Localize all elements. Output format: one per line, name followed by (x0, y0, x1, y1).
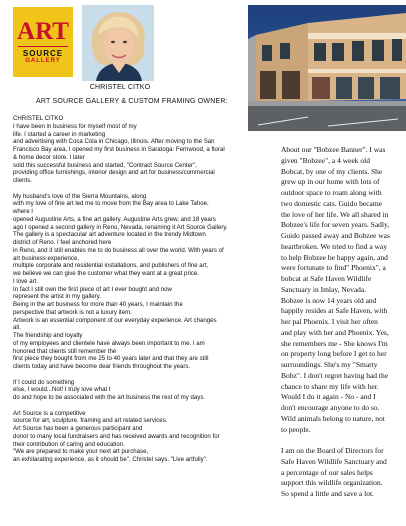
art-source-gallery-logo (13, 7, 73, 77)
owner-biography (13, 115, 249, 464)
bio-paragraph: My husband's love of the Sierra Mountains, along with my love of fine art led me to move from the Bay area to Lake Tahoe, where I opened Augustine Arts, a fine art gallery. Augustine Arts grew, and 18 years ago I opened a second gallery in Reno, Nevada, renaming it Art Source Gallery. The gallery is a spectacular art adventure located in the trendy Midtown district of Reno. I feel anchored here in Reno, and it still enables me to do business all over the world. With years of art business experience, multiple corporate and residential installations, and publishers of fine art, we believe we can give the customer what they want at a great price. I love art. In fact I still own the first piece of art I ever bought and now represent the artist in my gallery. Being in the art business for more than 40 years, I maintain the perspective that artwork is not a luxury item. Artwork is an essential component of our everyday experience. Art changes all. The friendship and loyalty of my employees and clientele have always been important to me. I am honored that clients still remember the first piece they bought from me 25 to 40 years later and that they are still clients today and have become dear friends throughout the years. (13, 192, 228, 370)
bio-owner-name: CHRISTEL CITKO (13, 115, 64, 122)
bobzee-story (281, 145, 401, 500)
gallery-building-photo (248, 5, 406, 131)
owner-portrait-photo (82, 5, 154, 81)
page-subtitle: ART SOURCE GALLERY & CUSTOM FRAMING OWNER: (36, 98, 228, 105)
bio-paragraph: Art Source is a competitive source for art, sculpture, framing and art related services. Art Source has been a generous participant and donor to many local fundraisers and has received awards and recognition for their contribution of caring and education. "We are prepared to make your next art purchase, an exhilarating experience, as it should be", Christel says. "Live artfully". (13, 409, 220, 463)
logo-line1: SOURCE (22, 48, 64, 58)
logo-main-text: ART (17, 17, 69, 45)
logo-divider (18, 46, 68, 47)
bio-paragraph: I have been in business for myself most of my life. I started a career in marketing and advertising with Coca Cola in Chicago, Illinois. After moving to the San Francisco Bay area, I opened my first business in Saratoga: Fernwood, a floral & home decor store. I later sold this successful business and started, "Contract Source Center", providing office furnishings, interior design and art for business/commercial clients. (13, 122, 225, 184)
logo-line2: GALLERY (25, 57, 61, 64)
story-paragraph: I am on the Board of Directors for Safe Haven Wildlife Sanctuary and a percentage of our sales helps support this wildlife organization. So spend a little and save a lot. (281, 446, 387, 498)
photo-caption: CHRISTEL CITKO (89, 84, 151, 91)
story-paragraph: About our "Bobzee Banner". I was given "Bobzee", a 4 week old Bobcat, by one of my clients. She grew up in our home with lots of outdoor space to roam along with two domestic cats. Guido became the love of her life. We all shared in Bobzee's life for seven years. Sadly, Guido passed away and Bobzee was heartbroken. We tried to find a way to help Bobzee be happy again, and were fortunate to find" Phoenix", a bobcat at Safe Haven Wildlife Sanctuary in Imlay, Nevada. Bobzee is now 14 years old and happily resides at Safe Haven, with her pal Phoenix. I visit her often and play with her and Phoenix. Yes, she remembers me - She knows I'm on property long before I get to her surroundings. She's my "Smarty Bobz". I don't regret having had the chance to share my life with her. Would I do it again - No - and I don't encourage anyone to do so. Wild animals belong to nature, not to people. (281, 145, 390, 434)
bio-paragraph: If I could do something else, I would...Not! I truly love what I do and hope to be associated with the art business the rest of my days. (13, 378, 206, 401)
